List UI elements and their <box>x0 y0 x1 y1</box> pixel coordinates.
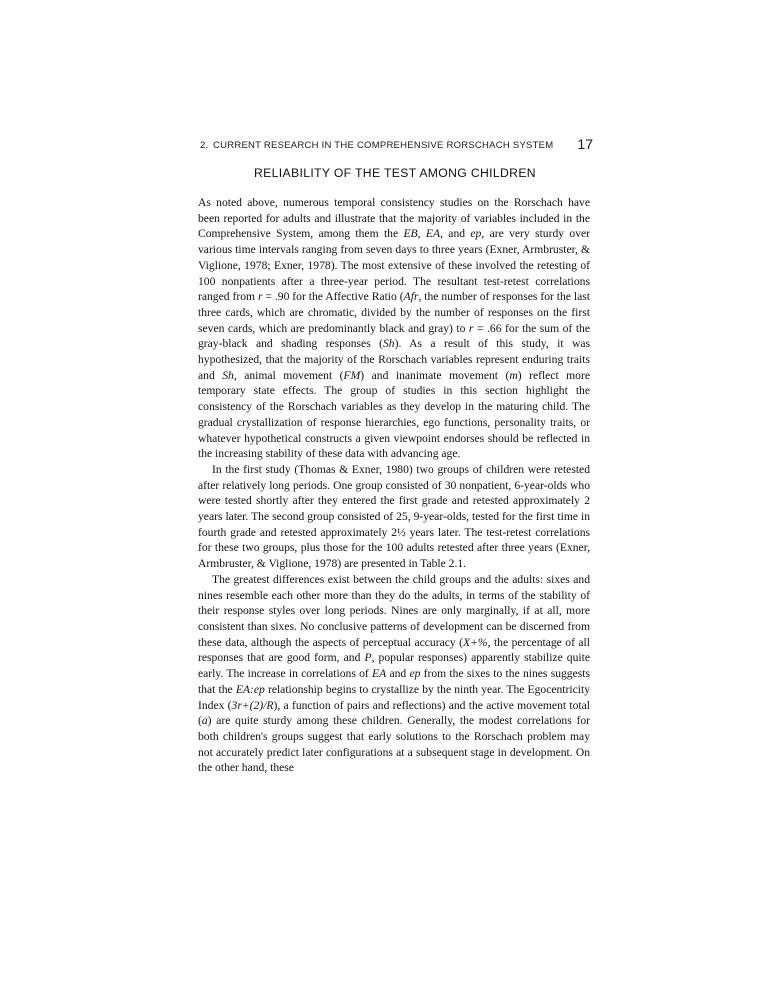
paragraph <box>198 572 590 776</box>
italic-term: r <box>468 321 474 335</box>
running-head <box>200 137 595 157</box>
italic-term: EA <box>372 667 387 681</box>
text-run: As noted above, numerous temporal consistency studies on the Rorschach have been reported for adults and illustrate that the majority of variables included in the Comprehensive System, among them the <box>198 196 590 241</box>
text-run: , the percentage of all responses that are good form, and <box>198 635 590 665</box>
italic-term: EB <box>403 227 418 241</box>
italic-term: X+% <box>463 635 488 649</box>
text-run: = .90 for the Affective Ratio ( <box>262 290 404 304</box>
italic-term: 3r+(2)/R <box>231 698 274 712</box>
text-run: , are very sturdy over various time intervals ranging from seven days to three years (Exner, Armbruster, & Viglione, 1978; Exner, 1978). The most extensive of these involved the retesting of 100 nonpatients after a three-year period. The resultant test-retest correlations ranged from <box>198 227 590 304</box>
italic-term: P <box>364 651 372 665</box>
text-run: = .66 for the sum of the gray-black and shading responses ( <box>198 321 590 351</box>
text-run: ) reflect more temporary state effects. The group of studies in this section highlight the consistency of the Rorschach variables as they develop in the maturing child. The gradual crystallization of response hierarchies, ego functions, personality traits, or whatever hypothetical constructs a given viewpoint endorses should be reflected in the increasing stability of these data with advancing age. <box>198 368 590 461</box>
text-run: ), a function of pairs and reflections) and the active movement total ( <box>198 698 590 728</box>
section-heading: RELIABILITY OF THE TEST AMONG CHILDREN <box>254 166 536 180</box>
text-run: , popular responses) apparently stabilize quite early. The increase in correlations of <box>198 651 590 681</box>
text-run: ) and inanimate movement ( <box>360 368 510 382</box>
chapter-title: CURRENT RESEARCH IN THE COMPREHENSIVE RORSCHACH SYSTEM <box>213 140 554 151</box>
italic-term: Afr <box>403 290 419 304</box>
italic-term: ep <box>470 227 482 241</box>
text-run: In the first study (Thomas & Exner, 1980) two groups of children were retested after relatively long periods. One group consisted of 30 nonpatient, 6-year-olds who were tested shortly after they entered the first grade and retested approximately 2 years later. The second group consisted of 25, 9-year-olds, tested for the first time in fourth grade and retested approximately 2½ years later. The test-retest correlations for these two groups, plus those for the 100 adults retested after three years (Exner, Armbruster, & Viglione, 1978) are presented in Table 2.1. <box>198 462 590 571</box>
text-run: , and <box>440 227 471 241</box>
chapter-number: 2. <box>200 140 209 151</box>
italic-term: EA:ep <box>235 682 265 696</box>
italic-term: EA <box>425 227 441 241</box>
page-number: 17 <box>577 136 593 152</box>
italic-term: m <box>509 368 518 382</box>
italic-term: Sh <box>222 368 234 382</box>
paragraph <box>198 195 590 462</box>
text-run: , the number of responses for the last three cards, which are chromatic, divided by the number of responses on the first seven cards, which are predominantly black and gray) to <box>198 290 590 335</box>
italic-term: ep <box>409 667 421 681</box>
body-text <box>198 195 590 776</box>
italic-term: r <box>257 290 263 304</box>
text-run: ) are quite sturdy among these children. Generally, the modest correlations for both children's groups suggest that early solutions to the Rorschach problem may not accurately predict later configurations at a subsequent stage in development. On the other hand, these <box>198 714 590 775</box>
text-run: The greatest differences exist between the child groups and the adults: sixes and nines resemble each other more than they do the adults, in terms of the stability of their response styles over long periods. Nines are only marginally, if at all, more consistent than sixes. No conclusive patterns of development can be discerned from these data, although the aspects of perceptual accuracy ( <box>198 572 590 649</box>
italic-term: FM <box>343 368 361 382</box>
italic-term: Sh <box>383 337 395 351</box>
paragraph <box>198 462 590 572</box>
text-run: , animal movement ( <box>233 368 344 382</box>
text-run: , <box>417 227 426 241</box>
italic-term: a <box>201 714 208 728</box>
text-run: and <box>386 667 410 681</box>
text-run: ). As a result of this study, it was hypothesized, that the majority of the Rorschach variables represent enduring traits and <box>198 337 590 382</box>
text-run: relationship begins to crystallize by the ninth year. The Egocentricity Index ( <box>198 682 590 712</box>
text-run: from the sixes to the nines suggests that the <box>198 667 590 696</box>
